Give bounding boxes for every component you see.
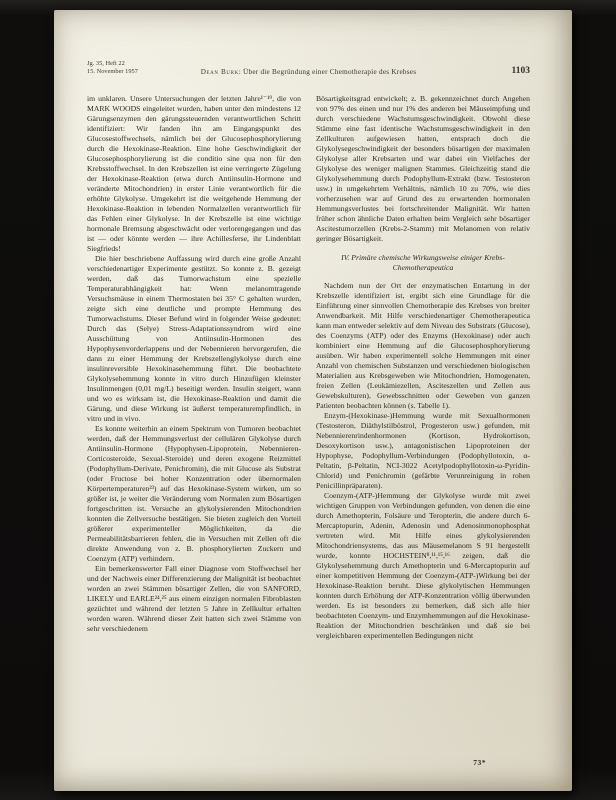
journal-page — [54, 10, 572, 791]
section-heading: IV. Primäre chemische Wirkungsweise einiger Krebs-Chemotherapeutica — [341, 253, 505, 272]
signature-mark: 73* — [473, 758, 486, 767]
page-header — [87, 60, 530, 76]
issue-date: 15. November 1957 — [87, 67, 138, 75]
paragraph-continuation: Bösartigkeitsgrad entwickelt; z. B. gekennzeichnet durch Angehen von 97% des einen und nur 1% des anderen bei Mäuseimpfung und durch verschiedene Wachstumsgeschwindigkeit. Obwohl diese Stämme eine fast identische Wachstumsgeschwindigkeit in den Zellkulturen aufgewiesen hatten, entsprach doch die Glykolysegeschwindigkeit der besonders bösartigen der maximalen Glykolyse aller Krebsarten und war dabei ein Vielfaches der Glykolyse des weniger malignen Stammes. Gleichzeitig stand die Glykolysehemmung durch Podophyllum-Extrakt (bzw. Testosteron usw.) in umgekehrtem Verhältnis, nämlich 10 zu 70%, wie dies vorherzusehen war auf Grund des zu erwartenden hormonalen Hemmungsverlustes bei fortschreitender Malignität. Wir hatten früher schon ähnliche Daten erhalten beim Vergleich sehr bösartiger Ascitestumorzellen (Krebs-2-Stamm) mit Melanomen von relativ geringer Bösartigkeit. — [316, 94, 530, 243]
running-head-author: Dean Burk — [200, 67, 239, 76]
text-columns — [87, 94, 530, 761]
paragraph: Es konnte weiterhin an einem Spektrum von Tumoren beobachtet werden, daß der Hemmungsverlust der cellulären Glykolyse durch Antiinsulin-Hormone (Hypophysen-Lipoprotein, Nebennieren-Corticosteroide, Sexual-Steroide) und deren exogene Reizmittel (Podophyllum-Derivate, Penichromin), die mit Glucose als Substrat (oder Fructose bei hoher Konzentration oder übernormalen Körpertemperaturen²³) auf das Hexokinase-System wirken, um so größer ist, je weiter die Veränderung vom Normalen zum Bösartigen fortgeschritten ist. Versuche an glykolysierenden Mitochondrien konnten die Zellversuche bestätigen. Sie bieten zugleich den Vorteil größerer experimenteller Möglichkeiten, da die Permeabilitätsbarrieren fehlen, die in Versuchen mit Zellen oft die direkte Anwendung von z. B. phosphorylierten Zuckern und Coenzym (ATP) verhindern. — [87, 424, 301, 563]
issue-volume: Jg. 35, Heft 22 — [87, 60, 125, 67]
running-head — [177, 68, 440, 76]
paragraph: Die hier beschriebene Auffassung wird durch eine große Anzahl verschiedenartiger Experimente gestützt. So konnte z. B. gezeigt werden, daß das Tumorwachstum eine spezielle Temperaturabhängigkeit hat: Wenn melanomtragende Versuchsmäuse in einem Thermostaten bei 35° C gehalten wurden, zeigte sich eine deutliche und prompte Hemmung des Tumorwachstums. Dieser Befund wird in folgender Weise gedeutet: Durch das (Selye) Stress-Adaptationssyndrom wird eine Ausschüttung von Antiinsulin-Hormonen des Hypophysenvorderlappens und der Nebennieren hervorgerufen, die dann zu einer Hemmung der Krebszellenglykolyse durch eine insulinreversible Hexokinasehemmung führt. Die beobachtete Glykolysehemmung konnte in vitro durch Hinzufügen kleinster Insulinmengen (0,01 mg/L) beseitigt werden. Insulin steigert, wann und wo es wirksam ist, die Hexokinase-Reaktion und damit die Gärung, und diese Wirkung ist äußerst temperaturempfindlich, in vitro und in vivo. — [87, 254, 301, 423]
paragraph: Coenzym-(ATP-)Hemmung der Glykolyse wurde mit zwei wichtigen Gruppen von Verbindungen gefunden, von denen die eine durch Amethopterin, Folsäure und Teropterin, die andere durch 6-Mercaptopurin, Adenin, Adenosin und Adenosinmonophosphat vertreten wird. Mit Hilfe eines glykolysierenden Mitochondriensystems, das aus Mäusemelanom S 91 hergestellt wurde, konnte HOCHSTEIN⁸,¹¹,¹⁵,¹⁶ zeigen, daß die Glykolysehemmung durch Amethopterin und 6-Mercaptopurin auf einer kompetitiven Hemmung der Coenzym-(ATP-)Wirkung bei der Hexokinase-Reaktion beruht. Diese glykolytischen Hemmungen konnten durch Erhöhung der ATP-Konzentration völlig überwunden werden. Es ist besonders zu bemerken, daß sich alle hier beobachteten Coenzym- und Enzymhemmungen auf die Hexokinase-Reaktion der Mitochondrien beschränken und daß sie bei vergleichbaren experimentellen Bedingungen nicht — [316, 491, 530, 640]
running-head-title: : Über die Begründung einer Chemotherapie des Krebses — [238, 67, 417, 76]
paragraph: Ein bemerkenswerter Fall einer Diagnose vom Stoffwechsel her und der Nachweis einer Differenzierung der Malignität ist beobachtet worden an zwei Stämmen bösartiger Zellen, die von SANFORD, LIKELY und EARLE²⁴,²⁵ aus einem einzigen normalen Fibroblasten gezüchtet und während der letzten 5 Jahre in Zellkultur erhalten worden waren. Während dieser Zeit hatten sich zwei Stämme von sehr verschiedenem — [87, 564, 301, 633]
left-column — [87, 94, 301, 761]
issue-info — [87, 60, 177, 76]
paragraph-continuation: im unklaren. Unsere Untersuchungen der letzten Jahre¹⁻¹⁹, die von MARK WOODS eingeleitet wurden, haben unter den mindestens 12 Gärungsenzymen den gärungssteuernden verantwortlichen Schritt identifiziert: Wir fanden ihn am Eingangspunkt des Glucosestoffwechsels, nämlich bei der Glucosephosphorylierung durch die Hexokinase-Reaktion. Eine hohe Geschwindigkeit der Glucosephosphorylierung ist die conditio sine qua non für den Krebsstoffwechsel. In den Krebszellen ist eine verringerte Zügelung der Hexokinase-Reaktion (etwa durch Antiinsulin-Hormone und veränderte Mitochondrien) in erster Linie verantwortlich für die erhöhte Glykolyse. Umgekehrt ist die weitgehende Hemmung der Hexokinase-Reaktion in lebenden Normalzellen verantwortlich für das Fehlen einer Glykolyse. In der Krebszelle ist eine wichtige hormonale Bremsung abgeschwächt oder verlorengegangen und das ist — oder könnte werden — ihre Achillesferse, ihr Lindenblatt Siegfrieds! — [87, 94, 301, 253]
page-number: 1103 — [511, 65, 530, 76]
paragraph: Nachdem nun der Ort der enzymatischen Entartung in der Krebszelle identifiziert ist, ergibt sich eine Grundlage für die Einführung einer sinnvollen Chemotherapie des Krebses von breiter Anwendbarkeit. Mit Hilfe verschiedenartiger Chemotherapeutica kann man entweder selektiv auf dem Niveau des Substrats (Glucose), des Coenzyms (ATP) oder des Enzyms (Hexokinase) oder auch kombiniert eine Hemmung auf die Glucosephosphorylierung ausüben. Wir haben experimentell solche Hemmungen mit einer Anzahl von chemischen Substanzen und verschiedenen biologischen Materialien aus Krebsgeweben wie Mitochondrien, Homogenaten, freien Zellen (Leukämiezellen, Asciteszellen und Zellen aus Gewebskulturen), Gewebsschnitten oder Geweben von ganzen Patienten beobachten können (s. Tabelle 1). — [316, 281, 530, 410]
paragraph: Enzym-(Hexokinase-)Hemmung wurde mit Sexualhormonen (Testosteron, Diäthylstilböstrol, Progesteron usw.) gefunden, mit Nebennierenrindenhormonen (Kortison, Hydrokortison, Desoxykortison usw.), antagonistischen Lipoproteinen der Hypophyse, Podophyllum-Verbindungen (Podophyllotoxin, α-Peltatin, β-Peltatin, NCI-3022 Acetylpodophyllotoxin-ω-Pyridin-Chlorid) und Penichromin (gefärbte Verunreinigung in rohen Penicillinpräparaten). — [316, 411, 530, 490]
right-column — [316, 94, 530, 761]
